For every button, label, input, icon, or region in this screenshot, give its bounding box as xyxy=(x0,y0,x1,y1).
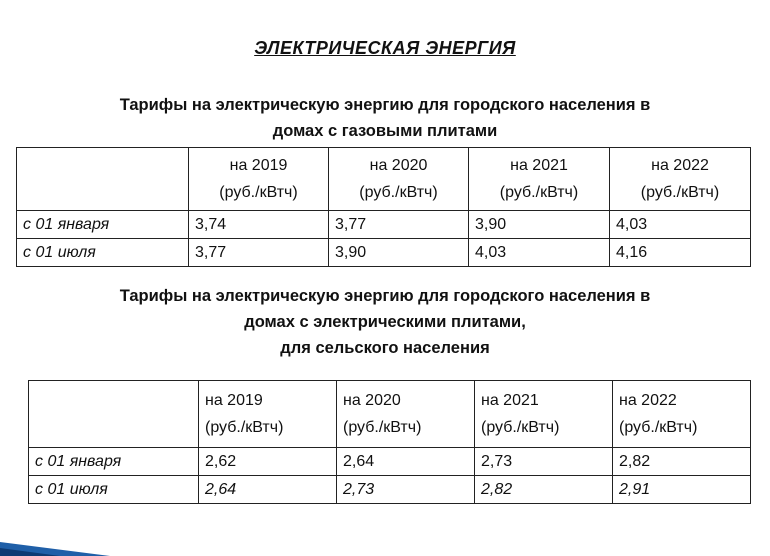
tariff-value: 4,16 xyxy=(610,239,751,267)
section-1-heading xyxy=(0,92,770,144)
header-unit: (руб./кВтч) xyxy=(640,184,720,201)
tariff-value: 2,64 xyxy=(199,476,337,504)
header-unit: (руб./кВтч) xyxy=(343,419,422,436)
row-label: с 01 января xyxy=(17,211,189,239)
table-header-row xyxy=(29,381,751,448)
tariff-value: 3,90 xyxy=(469,211,610,239)
header-year: на 2020 xyxy=(343,392,401,409)
header-unit: (руб./кВтч) xyxy=(481,419,560,436)
section-2-heading xyxy=(0,283,770,361)
tariff-value: 2,64 xyxy=(337,448,475,476)
header-year-cell xyxy=(337,381,475,448)
header-year: на 2020 xyxy=(369,157,428,174)
decorative-corner-accent xyxy=(0,542,120,556)
header-year-cell xyxy=(199,381,337,448)
tariff-value: 4,03 xyxy=(610,211,751,239)
header-unit: (руб./кВтч) xyxy=(619,419,698,436)
header-unit: (руб./кВтч) xyxy=(499,184,579,201)
header-unit: (руб./кВтч) xyxy=(219,184,298,201)
tariff-value: 3,77 xyxy=(329,211,469,239)
header-unit: (руб./кВтч) xyxy=(205,419,284,436)
section-2-heading-line: домах с электрическими плитами, xyxy=(244,313,526,331)
tariff-value: 3,90 xyxy=(329,239,469,267)
header-year: на 2022 xyxy=(651,157,709,174)
header-year: на 2021 xyxy=(481,392,539,409)
section-1-heading-line: Тарифы на электрическую энергию для городского населения в xyxy=(119,96,651,114)
tariff-value: 2,91 xyxy=(613,476,751,504)
header-empty-cell xyxy=(17,148,189,211)
header-year-cell xyxy=(469,148,610,211)
table-row xyxy=(17,239,751,267)
tariff-value: 3,74 xyxy=(189,211,329,239)
header-year: на 2021 xyxy=(510,157,568,174)
header-year: на 2019 xyxy=(205,392,263,409)
header-year-cell xyxy=(613,381,751,448)
header-year-cell xyxy=(189,148,329,211)
header-year: на 2019 xyxy=(229,157,288,174)
section-2-heading-line: Тарифы на электрическую энергию для городского населения в xyxy=(119,287,651,305)
header-empty-cell xyxy=(29,381,199,448)
tariff-table-electric-stoves xyxy=(28,380,751,504)
table-header-row xyxy=(17,148,751,211)
tariff-table-gas-stoves xyxy=(16,147,751,267)
header-year-cell xyxy=(329,148,469,211)
row-label: с 01 июля xyxy=(29,476,199,504)
table-row xyxy=(29,476,751,504)
tariff-value: 2,62 xyxy=(199,448,337,476)
tariff-value: 2,73 xyxy=(475,448,613,476)
header-year-cell xyxy=(610,148,751,211)
tariff-value: 2,82 xyxy=(475,476,613,504)
table-row xyxy=(29,448,751,476)
tariff-value: 3,77 xyxy=(189,239,329,267)
tariff-value: 2,82 xyxy=(613,448,751,476)
header-unit: (руб./кВтч) xyxy=(359,184,438,201)
page-title: ЭЛЕКТРИЧЕСКАЯ ЭНЕРГИЯ xyxy=(254,38,516,58)
section-1-heading-line: домах с газовыми плитами xyxy=(272,122,498,140)
tariff-value: 2,73 xyxy=(337,476,475,504)
header-year-cell xyxy=(475,381,613,448)
section-2-heading-line: для сельского населения xyxy=(280,339,490,357)
header-year: на 2022 xyxy=(619,392,677,409)
row-label: с 01 июля xyxy=(17,239,189,267)
table-row xyxy=(17,211,751,239)
tariff-value: 4,03 xyxy=(469,239,610,267)
row-label: с 01 января xyxy=(29,448,199,476)
